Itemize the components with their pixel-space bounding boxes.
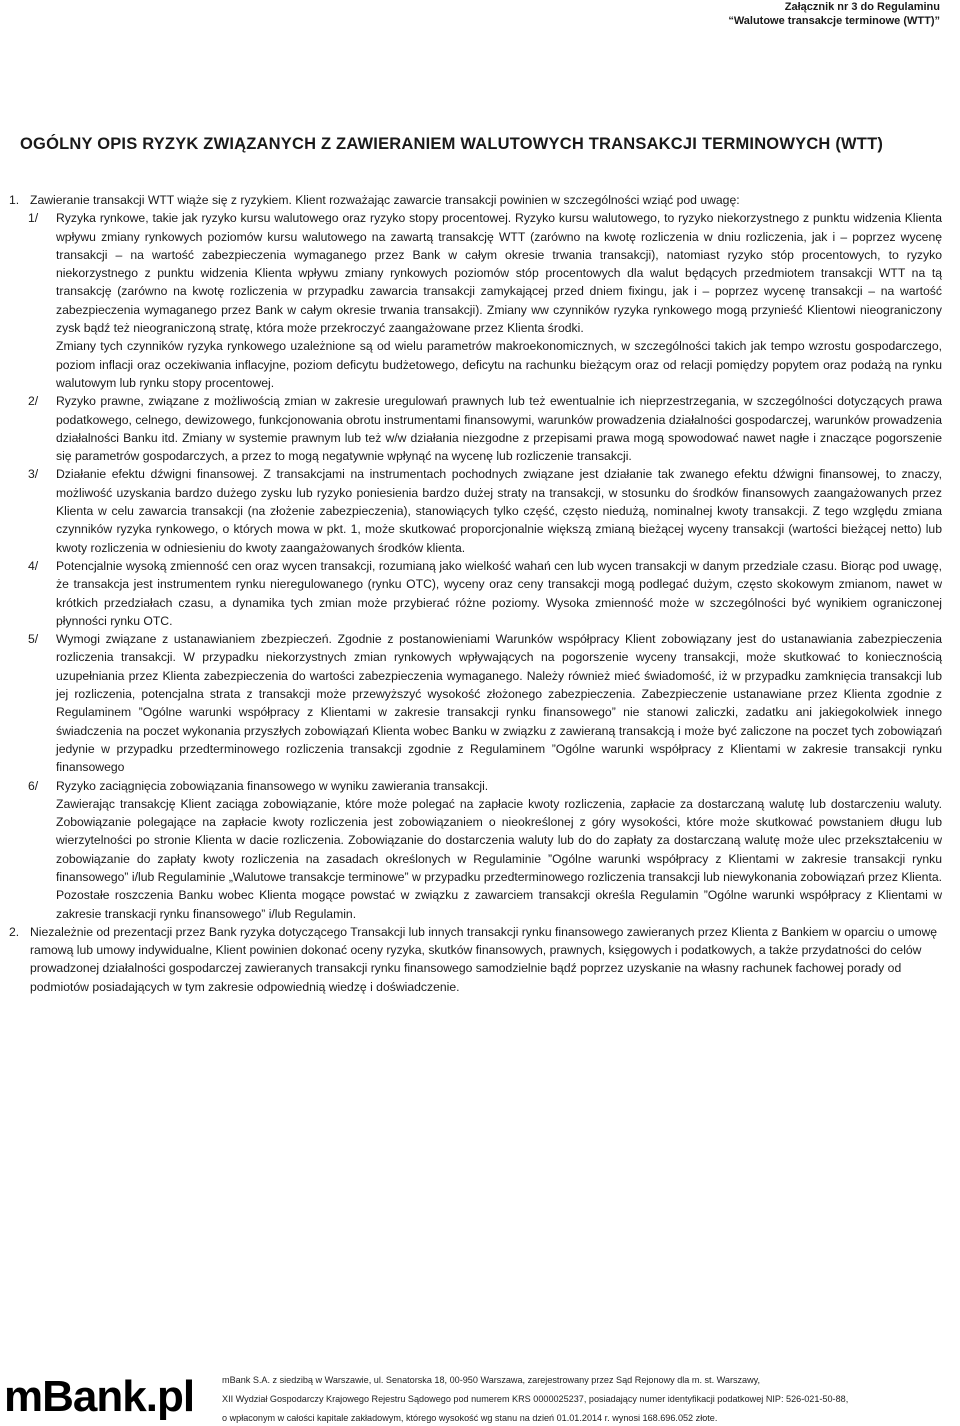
risk-item-6 (0, 777, 960, 923)
mbank-logo: mBank.pl (4, 1372, 195, 1421)
document-title: OGÓLNY OPIS RYZYK ZWIĄZANYCH Z ZAWIERANIEM WALUTOWYCH TRANSAKCJI TERMINOWYCH (WTT) (20, 135, 884, 153)
section-intro: Zawieranie transakcji WTT wiąże się z ryzykiem. Klient rozważając zawarcie transakcji powinien w szczególności wziąć pod uwagę: (30, 193, 740, 207)
risk-item-3 (0, 465, 960, 556)
section-number: 1. (9, 193, 20, 207)
risk-item-5 (0, 630, 960, 776)
item-number: 2/ (28, 394, 39, 409)
footer-line: XII Wydział Gospodarczy Krajowego Rejestru Sądowego pod numerem KRS 0000025237, posiadający numer identyfikacji podatkowej NIP: 526-021-50-88, (222, 1394, 849, 1404)
item-paragraph: Zawierając transakcję Klient zaciąga zobowiązanie, które może polegać na zapłacie kwoty rozliczenia, zapłacie za dostarczaną walutę lub dostarczeniu waluty. Zobowiązanie polegające na zapłacie kwoty rozliczenia jest zobowiązaniem o nieokreślonej z góry wysokości, które może skutkować powstaniem długu lub wierzytelności po stronie Klienta w dacie rozliczenia. Zobowiązanie do dostarczenia waluty lub do do zapłaty za dostarczaną walutę może ulec przekształceniu w zobowiązanie do zapłaty kwoty rozliczenia na zasadach określonych w Regulaminie ”Ogólne warunki współpracy z Klientami w zakresie transakcji rynku finansowego” i/lub Regulaminie „Walutowe transakcje terminowe” w przypadku przedterminowego rozliczenia transakcji lub niewykonania zobowiązań przez Klienta. Pozostałe roszczenia Banku wobec Klienta mogące powstać w związku z zawarciem transakcji określa Regulamin ”Ogólne warunki współpracy z Klientami w zakresie transkacji rynku finansowego” i/lub Regulamin. (56, 796, 942, 921)
risk-item-2 (0, 392, 960, 465)
item-paragraph: Zmiany tych czynników ryzyka rynkowego uzależnione są od wielu parametrów makroekonomicznych, w szczególności takich jak tempo wzrostu gospodarczego, poziom inflacji oraz oczekiwania inflacyjne, poziom deficytu budżetowego, deficytu na rachunku bieżącym oraz od relacji pomiędzy popytem oraz podażą na rynku walutowym lub rynku stopy procentowej. (56, 339, 942, 390)
section-text: Niezależnie od prezentacji przez Bank ryzyka dotyczącego Transakcji lub innych transakcji rynku finansowego zawieranych przez Klienta z Bankiem w oparciu o umowę ramową lub umowy indywidualne, Klient powinien dokonać oceny ryzyka, skutków finansowych, prawnych, księgowych i podatkowych, a także przydatności do celów prowadzonej działalności gospodarczej zawieranych transakcji rynku finansowego samodzielnie bądź poprzez uzyskanie na własny rachunek fachowej porady od podmiotów posiadających w tym zakresie odpowiednią wiedzę i doświadczenie. (30, 924, 938, 994)
attachment-header (728, 0, 940, 28)
risk-item-1 (0, 209, 960, 392)
item-number: 3/ (28, 467, 39, 482)
section-1 (0, 191, 960, 209)
item-paragraph: Ryzyko zaciągnięcia zobowiązania finansowego w wyniku zawierania transakcji. (56, 778, 489, 793)
regulation-name: “Walutowe transakcje terminowe (WTT)” (728, 15, 940, 27)
item-number: 5/ (28, 632, 39, 647)
item-paragraph: Potencjalnie wysoką zmienność cen oraz wycen transakcji, rozumianą jako wielkość wahań cen lub wycen transakcji w danym przedziale czasu. Biorąc pod uwagę, że transakcja jest instrumentem rynku nieregulowanego (rynku OTC), wyceny oraz ceny transakcji mogą podlegać dużym, często skokowym zmianom, nawet w krótkich przedziałach czasu, a dynamika tych zmian może przybierać różne poziomy. Wysoka zmienność może w szczególności być wynikiem ograniczonej płynności rynku OTC. (56, 558, 942, 628)
footer-legal-info (222, 1371, 952, 1426)
item-number: 6/ (28, 778, 39, 793)
document-body (0, 191, 960, 996)
item-number: 1/ (28, 211, 39, 226)
section-number: 2. (9, 924, 20, 939)
item-paragraph: Działanie efektu dźwigni finansowej. Z transakcjami na instrumentach pochodnych związane jest działanie tak zwanego efektu dźwigni finansowej, to znaczy, możliwość uzyskania bardzo dużego zysku lub ryzyko poniesienia bardzo dużej straty na transakcji, w stosunku do środków finansowych zaangażowanych przez Klienta w celu zawarcia transakcji (na złożenie zabezpieczenia), stanowiących tylko część, często niedużą, nominalnej kwoty transakcji. Z tego względu zmiana czynników ryzyka rynkowego, o których mowa w pkt. 1, może skutkować proporcjonalnie większą zmianą bieżącej wyceny transakcji (wartości bieżącej netto) lub kwoty rozliczenia w odniesieniu do kwoty zaangażowanych środków klienta. (56, 467, 942, 555)
risk-item-4 (0, 557, 960, 630)
section-2 (0, 923, 960, 996)
item-paragraph: Ryzyka rynkowe, takie jak ryzyko kursu walutowego oraz ryzyko stopy procentowej. Ryzyko kursu walutowego, to ryzyko niekorzystnego z punktu widzenia Klienta wpływu zmiany rynkowych poziomów kursu walutowego na zawartą transakcję WTT (zarówno na kwotę rozliczenia w dniu rozliczenia, jak i – poprzez wycenę transakcji – na wartość zabezpieczenia wymaganego przez Bank w całym okresie trwania transakcji), natomiast ryzyko stóp procentowych, to ryzyko niekorzystnego z punktu widzenia Klienta wpływu zmiany rynkowych poziomów stóp procentowych dla walut będących przedmiotem transakcji WTT na tą transakcję (zarówno na kwotę rozliczenia w przypadku zawarcia transakcji zamykającej przed dniem fixingu, jak i – poprzez wycenę transakcji – na wartość zabezpieczenia wymaganego przez Bank w całym okresie trwania transakcji). Zmiany ww czynników ryzyka rynkowego mogą przynieść Klientowi nieograniczony zysk bądź też nieograniczoną stratę, która może przekroczyć zaangażowane przez Klienta środki. (56, 211, 942, 336)
item-number: 4/ (28, 558, 39, 573)
item-paragraph: Ryzyko prawne, związane z możliwością zmian w zakresie uregulowań prawnych lub też ewentualnie ich nieprzestrzegania, w szczególności dotyczących prawa podatkowego, celnego, dewizowego, funkcjonowania obrotu instrumentami finansowymi, warunków prowadzenia działalności gospodarczej, warunków prowadzenia działalności Banku itd. Zmiany w systemie prawnym lub też w/w działania niezgodne z przepisami prawa mogą spowodować nawet nagłe i znaczące pogorszenie się parametrów gospodarczych, a przez to mogą negatywnie wpłynąć na wycenę lub rozliczenie transakcji. (56, 394, 942, 464)
attachment-label: Załącznik nr 3 do Regulaminu (784, 1, 940, 13)
footer-line: mBank S.A. z siedzibą w Warszawie, ul. Senatorska 18, 00-950 Warszawa, zarejestrowany przez Sąd Rejonowy dla m. st. Warszawy, (222, 1375, 761, 1385)
footer-line: o wpłaconym w całości kapitale zakładowym, którego wysokość wg stanu na dzień 01.01.2014 r. wynosi 168.696.052 złote. (222, 1413, 718, 1423)
item-paragraph: Wymogi związane z ustanawianiem zbezpieczeń. Zgodnie z postanowieniami Warunków współpracy Klient zobowiązany jest do ustanawiania zabezpieczenia rozliczenia transakcji. W przypadku niekorzystnych zmian rynkowych wpływających na pogorszenie wyceny transakcji, może skutkować to koniecznością uzupełniania przez Klienta zabezpieczenia do wartości zabezpieczenia wymaganego. Należy również mieć świadomość, iż w przypadku zamknięcia transakcji lub jej rozliczenia, potencjalna strata z transakcji może przewyższyć wysokość złożonego zabezpieczenia. Zabezpieczenie ustanawiane przez Klienta zgodnie z Regulaminem ”Ogólne warunki współpracy z Klientami w zakresie transakcji rynku finansowego” nie stanowi zaliczki, zadatku ani jakiegokolwiek innego świadczenia na poczet wykonania przyszłych zobowiązań Klienta wobec Banku w związku z zawieraną transakcją i może być zaliczone na poczet tych zobowiązań jedynie w przypadku przedterminowego rozliczenia transakcji zgodnie z Regulaminem ”Ogólne warunki współpracy z Klientami w zakresie transakcji rynku finansowego (56, 632, 942, 775)
